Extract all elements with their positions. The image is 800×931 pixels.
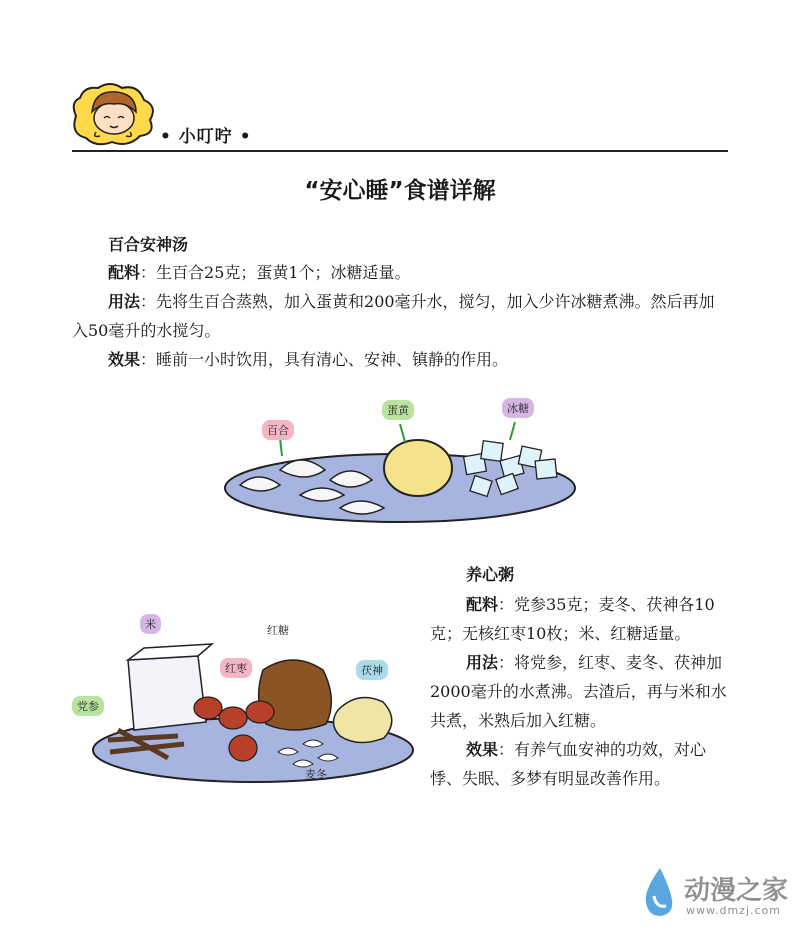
recipe2-effect-text: ：有养气血安神的功效，对心悸、失眠、多梦有明显改善作用。: [430, 740, 707, 788]
tag-jujube: 红枣: [220, 658, 252, 678]
tag-brown-sugar: 红糖: [267, 624, 289, 637]
tag-yolk: 蛋黄: [382, 400, 414, 420]
recipe1-ingredients-text: ：生百合25克；蛋黄1个；冰糖适量。: [140, 263, 411, 282]
tag-maidong: 麦冬: [305, 768, 327, 781]
cartoon-girl-icon: [66, 72, 162, 148]
recipe2-effect-label: 效果: [466, 740, 499, 759]
recipe1-method-label: 用法: [108, 292, 141, 311]
recipe1-effect-text: ：睡前一小时饮用，具有清心、安神、镇静的作用。: [140, 350, 509, 369]
recipe2-name: 养心粥: [466, 565, 515, 584]
recipe2-ingredients-text: ：党参35克；麦冬、茯神各10克；无核红枣10枚；米、红糖适量。: [430, 595, 715, 643]
recipe1-effect-label: 效果: [108, 350, 141, 369]
recipe1-effect: [72, 345, 728, 374]
recipe2-effect: [430, 735, 728, 793]
recipe1-ingredients: [72, 258, 728, 287]
tag-fushen: 茯神: [356, 660, 388, 680]
tag-dangshen: 党参: [72, 696, 104, 716]
recipe1-name: 百合安神汤: [108, 235, 189, 254]
recipe1-text: [72, 258, 728, 374]
watermark-url: www.dmzj.com: [686, 904, 781, 917]
recipe1-ingredients-label: 配料: [108, 263, 141, 282]
drop-logo-icon: [640, 866, 676, 918]
recipe2-ingredients-label: 配料: [466, 595, 499, 614]
header-divider: [72, 150, 728, 152]
watermark-name: 动漫之家: [684, 876, 789, 906]
recipe2-ingredients: [430, 590, 728, 648]
tag-lily: 百合: [262, 420, 294, 440]
recipe1-method: [72, 287, 728, 345]
tag-rock-sugar: 冰糖: [502, 398, 534, 418]
recipe2-method-text: ：将党参，红枣、麦冬、茯神加2000毫升的水煮沸。去渣后，再与米和水共煮，米熟后加入红糖。: [430, 653, 727, 730]
recipe1-method-text: ：先将生百合蒸熟，加入蛋黄和200毫升水，搅匀，加入少许冰糖煮沸。然后再加入50毫升的水搅匀。: [72, 292, 715, 340]
recipe2-text: [430, 590, 728, 793]
recipe2-method-label: 用法: [466, 653, 499, 672]
tag-rice: 米: [140, 614, 161, 634]
header-label: • 小叮咛 •: [160, 127, 252, 147]
page-title: “安心睡”食谱详解: [304, 178, 496, 204]
recipe2-method: [430, 648, 728, 735]
